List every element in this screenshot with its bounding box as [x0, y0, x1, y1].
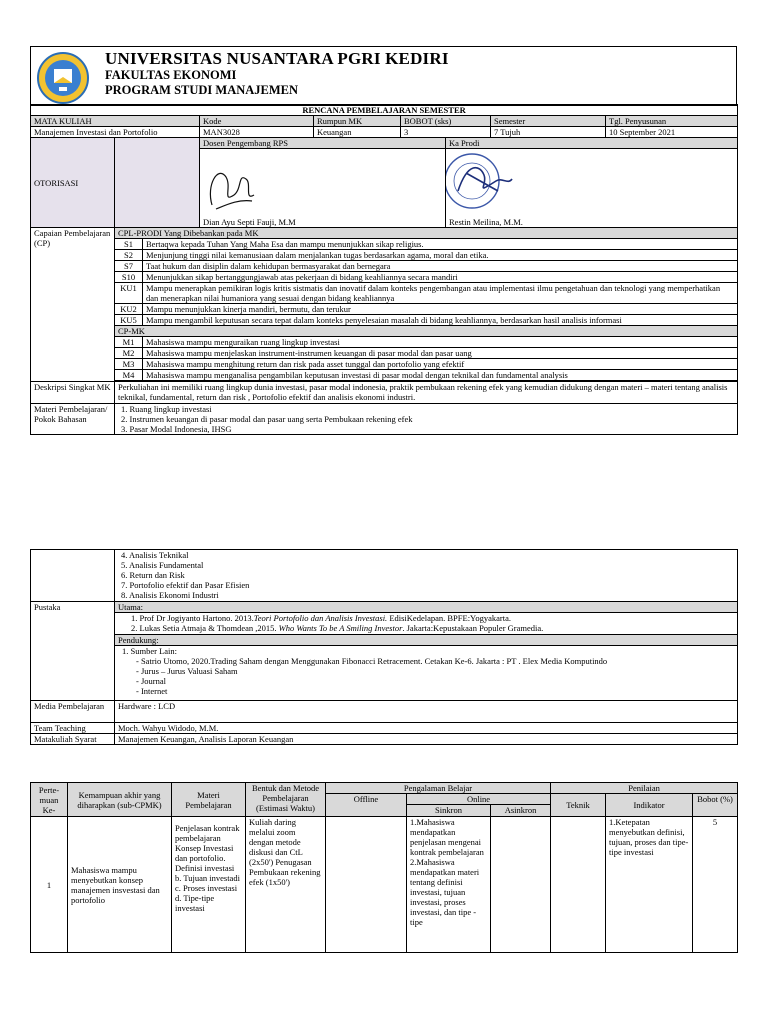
col-kode: Kode: [200, 116, 314, 127]
program-name: PROGRAM STUDI MANAJEMEN: [105, 83, 299, 97]
dosen-label: Dosen Pengembang RPS: [200, 138, 446, 149]
course-date: 10 September 2021: [606, 127, 738, 138]
materi-list: [115, 404, 738, 435]
cpl-code: S7: [115, 261, 143, 272]
ref-author: 1. Prof Dr Jogiyanto Hartono. 2013.: [131, 613, 254, 623]
dosen-signature-cell: [200, 149, 446, 228]
pendukung-item: 1. Sumber Lain:: [122, 646, 178, 656]
row-indikator: 1.Ketepatan menyebutkan definisi, tujuan, proses dan tipe-tipe investasi: [606, 817, 693, 953]
cp-label: Capaian Pembelajaran (CP): [31, 228, 115, 382]
ref-title: Who Wants To be A Smiling Investor: [278, 623, 403, 633]
rps-continuation-table: [30, 549, 738, 745]
document-header: [30, 46, 737, 106]
cpl-text: Mampu mengambil keputusan secara tepat dalam konteks penyelesaian masalah di bidang keahliannya, berdasarkan hasil analisis informasi: [143, 315, 738, 326]
hdr-penilaian: Penilaian: [551, 783, 738, 794]
syarat-label: Matakuliah Syarat: [31, 734, 115, 745]
cpmk-code: M1: [115, 337, 143, 348]
team-label: Team Teaching: [31, 723, 115, 734]
course-semester: 7 Tujuh: [491, 127, 606, 138]
cpmk-text: Mahasiswa mampu menganalisa pengambilan keputusan investasi di pasar modal dengan teknikal dan fundamental analysis: [143, 370, 738, 381]
ref-author: 2. Lukas Setia Atmaja & Thomdean ,2015.: [131, 623, 279, 633]
kaprodi-signature-cell: [446, 149, 738, 228]
rps-main-table: [30, 104, 738, 435]
hdr-bentuk: Bentuk dan Metode Pembelajaran (Estimasi Waktu): [246, 783, 326, 817]
pustaka-pendukung-label: Pendukung:: [115, 635, 738, 646]
materi-item: 5. Analisis Fundamental: [121, 560, 204, 570]
row-no: 1: [31, 817, 68, 953]
dosen-signature: [204, 155, 260, 217]
kaprodi-name: Restin Meilina, M.M.: [449, 217, 523, 227]
media-label: Media Pembelajaran: [31, 701, 115, 723]
cpmk-code: M3: [115, 359, 143, 370]
hdr-offline: Offline: [326, 794, 407, 817]
university-logo: [37, 52, 89, 104]
materi-item: 3. Pasar Modal Indonesia, IHSG: [121, 424, 232, 434]
course-name: Manajemen Investasi dan Portofolio: [31, 127, 200, 138]
kaprodi-stamp-signature: [446, 151, 517, 213]
col-tgl: Tgl. Penyusunan: [606, 116, 738, 127]
materi-item: 4. Analisis Teknikal: [121, 550, 189, 560]
materi-item: 1. Ruang lingkup investasi: [121, 404, 212, 414]
cpl-text: Taat hukum dan disiplin dalam kehidupan bermasyarakat dan bernegara: [143, 261, 738, 272]
deskripsi-label: Deskripsi Singkat MK: [31, 382, 115, 404]
cpmk-header: CP-MK: [115, 326, 738, 337]
syarat-value: Manajemen Keuangan, Analisis Laporan Keuangan: [115, 734, 738, 745]
otorisasi-label: OTORISASI: [31, 138, 115, 228]
hdr-pertemuan: Perte-muan Ke-: [31, 783, 68, 817]
kaprodi-label: Ka Prodi: [446, 138, 738, 149]
cpmk-text: Mahasiswa mampu menguraikan ruang lingkup investasi: [143, 337, 738, 348]
materi-item: 2. Instrumen keuangan di pasar modal dan pasar uang serta Pembukaan rekening efek: [121, 414, 413, 424]
pustaka-utama-item: [131, 623, 734, 633]
hdr-online: Online: [407, 794, 551, 805]
team-value: Moch. Wahyu Widodo, M.M.: [115, 723, 738, 734]
media-value: Hardware : LCD: [115, 701, 738, 723]
row-bentuk: Kuliah daring melalui zoom dengan metode diskusi dan CtL (2x50') Penugasan Pembukaan rekening efek (1x50'): [246, 817, 326, 953]
ref-publisher: EdisiKedelapan. BPFE:Yogyakarta.: [387, 613, 511, 623]
col-bobot: BOBOT (sks): [401, 116, 491, 127]
weekly-plan-table: [30, 782, 738, 953]
col-rumpun: Rumpun MK: [314, 116, 401, 127]
materi-list-continued: [115, 550, 738, 602]
pustaka-utama-label: Utama:: [115, 602, 738, 613]
cpl-code: S1: [115, 239, 143, 250]
cpl-code: S10: [115, 272, 143, 283]
pustaka-label: Pustaka: [31, 602, 115, 701]
course-bobot: 3: [401, 127, 491, 138]
pendukung-item: - Journal: [136, 676, 166, 686]
cpl-text: Mampu menunjukkan kinerja mandiri, bermutu, dan terukur: [143, 304, 738, 315]
row-kemampuan: Mahasiswa mampu menyebutkan konsep manajemen insvestasi dan portofolio: [68, 817, 172, 953]
pendukung-item: - Jurus – Jurus Valuasi Saham: [136, 666, 238, 676]
hdr-materi: Materi Pembelajaran: [172, 783, 246, 817]
cpl-text: Menjunjung tinggi nilai kemanusiaan dalam menjalankan tugas berdasarkan agama, moral dan etika.: [143, 250, 738, 261]
col-semester: Semester: [491, 116, 606, 127]
materi-item: 6. Return dan Risk: [121, 570, 185, 580]
faculty-name: FAKULTAS EKONOMI: [105, 68, 237, 82]
hdr-asinkron: Asinkron: [491, 805, 551, 817]
hdr-sinkron: Sinkron: [407, 805, 491, 817]
hdr-pengalaman: Pengalaman Belajar: [326, 783, 551, 794]
cpl-code: KU5: [115, 315, 143, 326]
university-name: UNIVERSITAS NUSANTARA PGRI KEDIRI: [105, 49, 449, 68]
cpl-code: KU2: [115, 304, 143, 315]
cpl-text: Menunjukkan sikap bertanggungjawab atas pekerjaan di bidang keahliannya secara mandiri: [143, 272, 738, 283]
materi-item: 7. Portofolio efektif dan Pasar Efisien: [121, 580, 250, 590]
cpl-text: Mampu menerapkan pemikiran logis kritis sistmatis dan inovatif dalam konteks pengembangan atau implementasi ilmu pengetahuan dan teknologi yang memperhatikan dan menerapkan nilai humaniora yang sesuai dengan bidang keahliannya: [143, 283, 738, 304]
hdr-bobot: Bobot (%): [693, 794, 738, 817]
pustaka-utama-item: [131, 613, 734, 623]
cpmk-code: M2: [115, 348, 143, 359]
course-rumpun: Keuangan: [314, 127, 401, 138]
row-sinkron: 1.Mahasiswa mendapatkan penjelasan mengenai kontrak pembelajaran 2.Mahasiswa mendapatkan materi tentang definisi investasi, tujuan investasi, proses investasi, dan tipe - tipe: [407, 817, 491, 953]
cpl-prodi-header: CPL-PRODI Yang Dibebankan pada MK: [115, 228, 738, 239]
pustaka-pendukung-list: [115, 646, 738, 701]
cpmk-text: Mahasiswa mampu menjelaskan instrument-instrumen keuangan di pasar modal dan pasar uang: [143, 348, 738, 359]
table-row: [31, 817, 738, 953]
cpl-text: Bertaqwa kepada Tuhan Yang Maha Esa dan mampu menunjukkan sikap religius.: [143, 239, 738, 250]
cpl-code: KU1: [115, 283, 143, 304]
cpmk-code: M4: [115, 370, 143, 381]
deskripsi-text: Perkuliahan ini memiliki ruang lingkup dunia investasi, pasar modal indonesia, praktik pembukaan rekening efek yang kemudian didukung dengan materi – materi tentang analisis teknikal, fundamental, return dan risk , Portofolio efektif dan analisis ekonomi industri.: [115, 382, 738, 404]
dosen-name: Dian Ayu Septi Fauji, M.M: [203, 217, 296, 227]
row-bobot: 5: [693, 817, 738, 953]
col-mata-kuliah: MATA KULIAH: [31, 116, 200, 127]
hdr-kemampuan: Kemampuan akhir yang diharapkan (sub-CPMK): [68, 783, 172, 817]
row-materi: Penjelasan kontrak pembelajaran Konsep Investasi dan portofolio. Definisi investasi b. Tujuan investadi c. Proses investasi d. Tipe-tipe investasi: [172, 817, 246, 953]
pendukung-item: - Satrio Utomo, 2020.Trading Saham dengan Menggunakan Fibonacci Retracement. Cetakan Ke-6. Jakarta : PT . Elex Media Komputindo: [136, 656, 608, 666]
pendukung-item: - Internet: [136, 686, 168, 696]
rps-title: RENCANA PEMBELAJARAN SEMESTER: [31, 105, 738, 116]
course-code: MAN3028: [200, 127, 314, 138]
materi-label: Materi Pembelajaran/ Pokok Bahasan: [31, 404, 115, 435]
hdr-teknik: Teknik: [551, 794, 606, 817]
materi-item: 8. Analisis Ekonomi Industri: [121, 590, 219, 600]
cpmk-text: Mahasiswa mampu menghitung return dan risk pada asset tunggal dan portofolio yang efektif: [143, 359, 738, 370]
ref-publisher: . Jakarta:Kepustakaan Populer Gramedia.: [402, 623, 544, 633]
hdr-indikator: Indikator: [606, 794, 693, 817]
pustaka-utama-list: [115, 613, 738, 635]
ref-title: Teori Portofolio dan Analisis Investasi.: [253, 613, 388, 623]
cpl-code: S2: [115, 250, 143, 261]
